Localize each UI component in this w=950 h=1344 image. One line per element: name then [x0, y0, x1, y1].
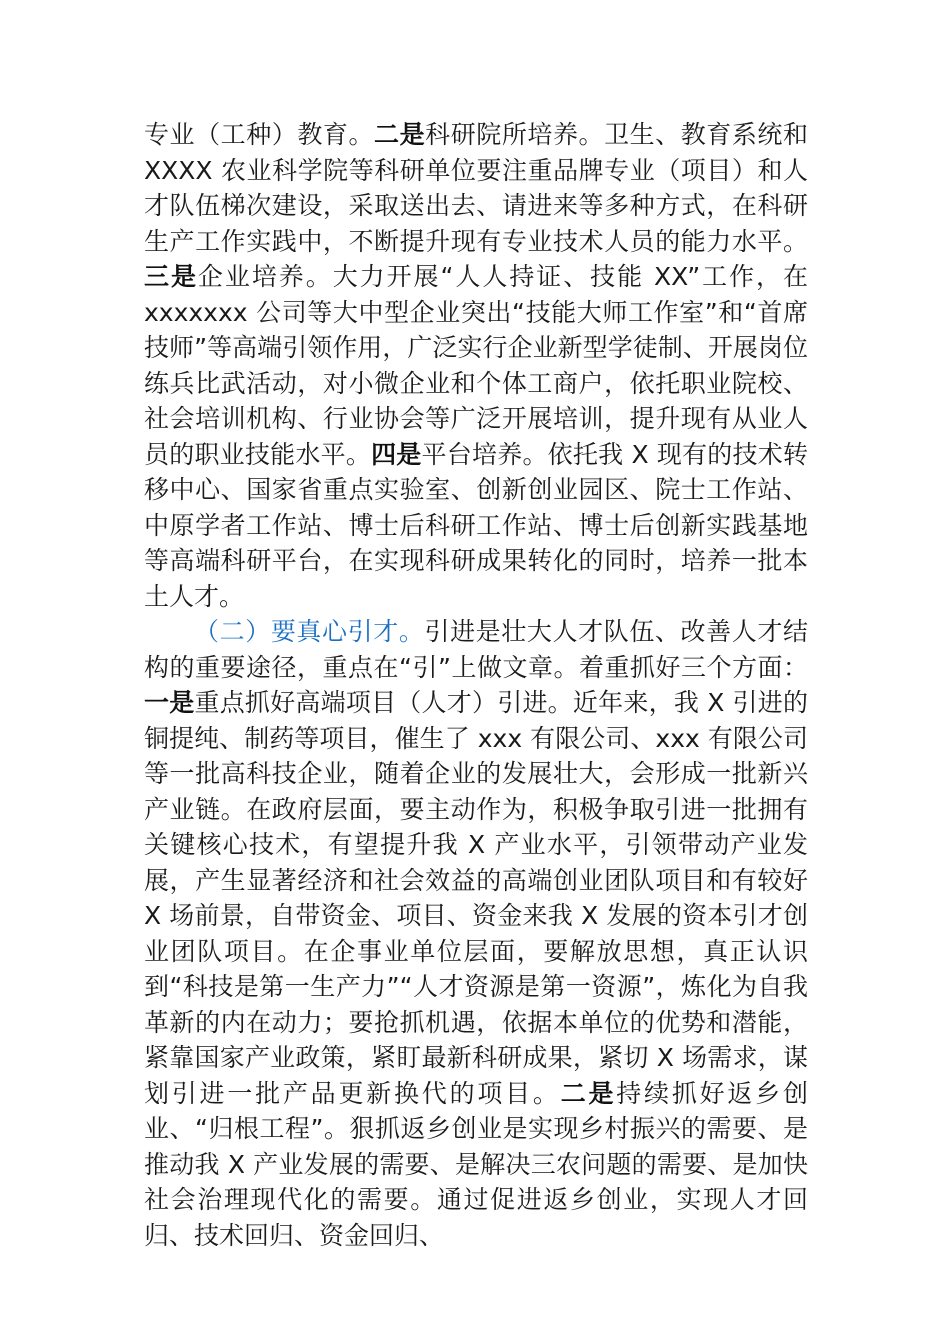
- bold-marker-third: 三是: [144, 262, 198, 291]
- bold-marker-fourth: 四是: [371, 439, 422, 469]
- text-segment: 平台培养。依托我 X 现有的技术转移中心、国家省重点实验室、创新创业园区、院士工作站、中原学者工作站、博士后科研工作站、博士后创新实践基地等高端科研平台，在实现科研成果转化的同时，培养一批本土人才。: [144, 439, 808, 611]
- text-segment: 企业培养。大力开展“人人持证、技能 XX”工作，在 xxxxxxx 公司等大中型企业突出“技能大师工作室”和“首席技师”等高端引领作用，广泛实行企业新型学徒制、开展岗位练兵比武活动，对小微企业和个体工商户，依托职业院校、社会培训机构、行业协会等广泛开展培训，提升现有从业人员的职业技能水平。: [144, 262, 808, 469]
- text-segment: 持续抓好返乡创业、“归根工程”。狠抓返乡创业是实现乡村振兴的需要、是推动我 X 产业发展的需要、是解决三农问题的需要、是加快社会治理现代化的需要。通过促进返乡创业，实现人才回归、技术回归、资金回归、: [144, 1078, 808, 1250]
- text-segment: 重点抓好高端项目（人才）引进。近年来，我 X 引进的铜提纯、制药等项目，催生了 xxx 有限公司、xxx 有限公司等一批高科技企业，随着企业的发展壮大，会形成一批新兴产业链。在政府层面，要主动作为，积极争取引进一批拥有关键核心技术，有望提升我 X 产业水平，引领带动产业发展，产生显著经济和社会效益的高端创业团队项目和有较好 X 场前景，自带资金、项目、资金来我 X 发展的资本引才创业团队项目。在企事业单位层面，要解放思想，真正认识到“科技是第一生产力”“人才资源是第一资源”，炼化为自我革新的内在动力；要抢抓机遇，依据本单位的优势和潜能，紧靠国家产业政策，紧盯最新科研成果，紧切 X 场需求，谋划引进一批产品更新换代的项目。: [144, 688, 808, 1108]
- document-page: [144, 117, 808, 1253]
- bold-marker-second: 二是: [560, 1078, 617, 1108]
- paragraph-attract-talent: [144, 614, 808, 1253]
- paragraph-cultivation: [144, 117, 808, 614]
- bold-marker-second: 二是: [374, 120, 426, 149]
- text-segment: 引进是壮大人才队伍、改善人才结构的重要途径，重点在“引”上做文章。着重抓好三个方面：: [144, 617, 808, 682]
- text-segment: 专业（工种）教育。: [144, 120, 375, 149]
- section-heading: （二）要真心引才。: [194, 617, 425, 646]
- bold-marker-first: 一是: [144, 688, 195, 717]
- text-segment: 科研院所培养。卫生、教育系统和 XXXX 农业科学院等科研单位要注重品牌专业（项目）和人才队伍梯次建设，采取送出去、请进来等多种方式，在科研生产工作实践中，不断提升现有专业技术人员的能力水平。: [144, 120, 808, 256]
